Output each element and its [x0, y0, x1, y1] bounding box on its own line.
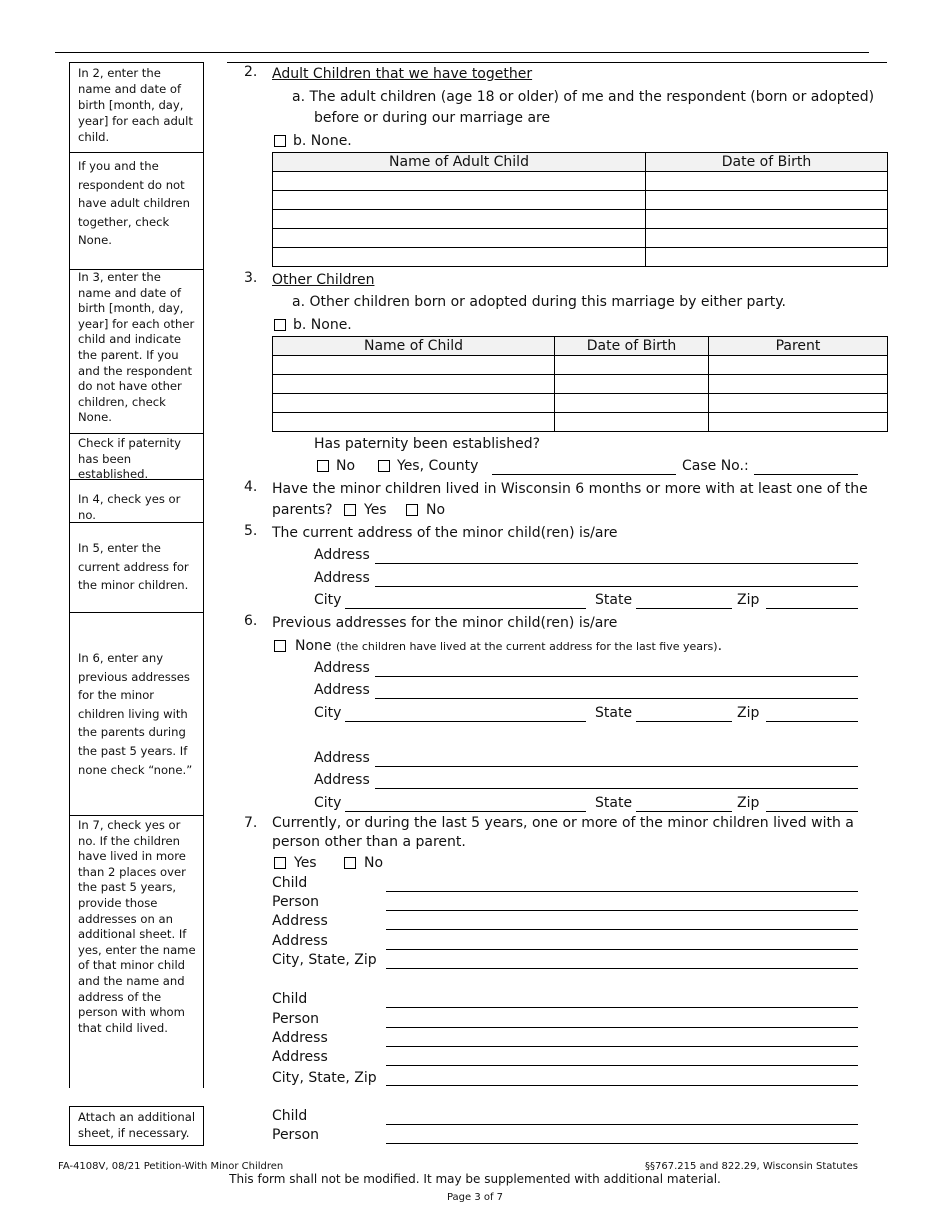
table-cell[interactable]: [646, 229, 888, 248]
other-person-yes-label: Yes: [294, 855, 317, 871]
address-field-2b[interactable]: [386, 1065, 858, 1066]
current-zip-field[interactable]: [766, 608, 858, 609]
prev-address-label-4: Address: [314, 772, 370, 788]
table-cell[interactable]: [555, 413, 709, 432]
prev-city-label-2: City: [314, 795, 342, 811]
prev-state-field-1[interactable]: [636, 721, 732, 722]
table-row: [273, 172, 888, 191]
top-rule: [55, 52, 869, 53]
child-field-3[interactable]: [386, 1124, 858, 1125]
instruction-4: In 4, check yes or no.: [70, 480, 203, 523]
address-label-2a: Address: [272, 1030, 328, 1046]
child-label-1: Child: [272, 875, 308, 891]
prev-city-field-2[interactable]: [345, 811, 586, 812]
child-name-header: Name of Child: [273, 337, 555, 356]
table-cell[interactable]: [709, 375, 888, 394]
table-row: [273, 229, 888, 248]
table-cell[interactable]: [273, 210, 646, 229]
table-cell[interactable]: [273, 229, 646, 248]
table-cell[interactable]: [646, 248, 888, 267]
prev-address-field-2[interactable]: [375, 698, 858, 699]
table-cell[interactable]: [273, 413, 555, 432]
person-field-1[interactable]: [386, 910, 858, 911]
child-dob-header: Date of Birth: [555, 337, 709, 356]
paternity-yes-label: Yes, County: [397, 458, 479, 474]
current-address-label-1: Address: [314, 547, 370, 563]
csz-label-1: City, State, Zip: [272, 952, 377, 968]
section-2-number: 2.: [244, 64, 258, 80]
current-zip-label: Zip: [737, 592, 760, 608]
address-label-2b: Address: [272, 1049, 328, 1065]
section-2-none-label: b. None.: [293, 133, 352, 149]
current-address-field-2[interactable]: [375, 586, 858, 587]
section-5-number: 5.: [244, 523, 258, 539]
paternity-yes-checkbox[interactable]: [378, 460, 390, 472]
section-6-number: 6.: [244, 613, 258, 629]
section-3-none-checkbox[interactable]: [274, 319, 286, 331]
top-rule-right: [227, 62, 887, 63]
address-label-1b: Address: [272, 933, 328, 949]
table-cell[interactable]: [646, 210, 888, 229]
page-number: Page 3 of 7: [446, 1192, 504, 1203]
wisconsin-no-label: No: [426, 502, 446, 518]
other-person-no-checkbox[interactable]: [344, 857, 356, 869]
previous-none-period: .: [717, 638, 723, 654]
adult-child-dob-header: Date of Birth: [646, 153, 888, 172]
previous-none-note: (the children have lived at the current address for the last five years): [335, 640, 718, 653]
instruction-2: In 2, enter the name and date of birth [month, day, year] for each adult child.: [70, 63, 203, 153]
footer-notice: This form shall not be modified. It may be supplemented with additional material.: [229, 1172, 721, 1186]
csz-field-1[interactable]: [386, 968, 858, 969]
table-row: [273, 394, 888, 413]
person-field-2[interactable]: [386, 1027, 858, 1028]
address-field-1b[interactable]: [386, 949, 858, 950]
table-cell[interactable]: [709, 394, 888, 413]
instruction-3: In 3, enter the name and date of birth [month, day, year] for each other child and indicate the parent. If you and the respondent do not have other children, check None.: [70, 270, 203, 434]
wisconsin-yes-label: Yes: [364, 502, 387, 518]
prev-city-field-1[interactable]: [345, 721, 586, 722]
table-cell[interactable]: [273, 172, 646, 191]
previous-none-label: [295, 638, 722, 654]
table-cell[interactable]: [555, 356, 709, 375]
prev-address-label-2: Address: [314, 682, 370, 698]
table-cell[interactable]: [555, 375, 709, 394]
child-label-2: Child: [272, 991, 308, 1007]
section-3-a: a. Other children born or adopted during this marriage by either party.: [292, 294, 786, 310]
person-field-3[interactable]: [386, 1143, 858, 1144]
instruction-column: [69, 62, 204, 1088]
other-children-table: [272, 336, 888, 432]
prev-zip-label-2: Zip: [737, 795, 760, 811]
table-cell[interactable]: [273, 248, 646, 267]
county-field[interactable]: [492, 474, 676, 475]
section-7-number: 7.: [244, 815, 258, 831]
child-field-2[interactable]: [386, 1007, 858, 1008]
person-label-3: Person: [272, 1127, 320, 1143]
section-6-title: Previous addresses for the minor child(ren) is/are: [272, 615, 618, 631]
section-7-line2: person other than a parent.: [272, 834, 466, 850]
current-address-field-1[interactable]: [375, 563, 858, 564]
prev-address-label-1: Address: [314, 660, 370, 676]
section-4-line2: parents?: [272, 502, 333, 518]
table-row: [273, 248, 888, 267]
current-address-label-2: Address: [314, 570, 370, 586]
table-cell[interactable]: [555, 394, 709, 413]
adult-child-name-header: Name of Adult Child: [273, 153, 646, 172]
section-5-title: The current address of the minor child(ren) is/are: [272, 525, 618, 541]
prev-city-label-1: City: [314, 705, 342, 721]
csz-field-2[interactable]: [386, 1085, 858, 1086]
table-cell[interactable]: [646, 191, 888, 210]
prev-address-field-4[interactable]: [375, 788, 858, 789]
instruction-attach: [69, 1106, 204, 1146]
child-parent-header: Parent: [709, 337, 888, 356]
section-4-line1: Have the minor children lived in Wisconsin 6 months or more with at least one of the: [272, 481, 868, 497]
csz-label-2: City, State, Zip: [272, 1070, 377, 1086]
current-city-field[interactable]: [345, 608, 586, 609]
instruction-paternity: Check if paternity has been established.: [70, 434, 203, 480]
table-row: [273, 375, 888, 394]
address-field-2a[interactable]: [386, 1046, 858, 1047]
section-2-none-checkbox[interactable]: [274, 135, 286, 147]
prev-state-field-2[interactable]: [636, 811, 732, 812]
prev-address-field-1[interactable]: [375, 676, 858, 677]
instruction-5: In 5, enter the current address for the minor children.: [70, 523, 203, 613]
other-person-yes-checkbox[interactable]: [274, 857, 286, 869]
child-label-3: Child: [272, 1108, 308, 1124]
instruction-6: In 6, enter any previous addresses for the minor children living with the parents during the past 5 years. If none check “none.”: [70, 613, 203, 816]
paternity-question: Has paternity been established?: [314, 436, 541, 452]
previous-none-checkbox[interactable]: [274, 640, 286, 652]
adult-children-table: [272, 152, 888, 267]
instruction-2-none: If you and the respondent do not have adult children together, check None.: [70, 153, 203, 270]
table-cell[interactable]: [273, 375, 555, 394]
table-cell[interactable]: [273, 356, 555, 375]
table-row: [273, 356, 888, 375]
section-3-title: Other Children: [272, 272, 375, 288]
section-2-title: Adult Children that we have together: [272, 66, 533, 82]
section-2-a2: before or during our marriage are: [314, 110, 551, 126]
instruction-7: In 7, check yes or no. If the children have lived in more than 2 places over the past 5 years, provide those addresses on an additional sheet. If yes, enter the name of that minor child and the name and address of the person with whom that child lived.: [78, 818, 196, 1035]
child-field-1[interactable]: [386, 891, 858, 892]
address-field-1a[interactable]: [386, 929, 858, 930]
previous-none-word: None: [295, 638, 332, 654]
paternity-no-checkbox[interactable]: [317, 460, 329, 472]
person-label-1: Person: [272, 894, 320, 910]
current-state-field[interactable]: [636, 608, 732, 609]
table-cell[interactable]: [709, 356, 888, 375]
prev-address-field-3[interactable]: [375, 766, 858, 767]
prev-zip-field-2[interactable]: [766, 811, 858, 812]
prev-state-label-2: State: [595, 795, 633, 811]
other-person-no-label: No: [364, 855, 384, 871]
prev-address-label-3: Address: [314, 750, 370, 766]
current-city-label: City: [314, 592, 342, 608]
form-id: FA-4108V, 08/21 Petition-With Minor Children: [58, 1161, 284, 1172]
paternity-no-label: No: [336, 458, 356, 474]
section-3-none-label: b. None.: [293, 317, 352, 333]
wisconsin-yes-checkbox[interactable]: [344, 504, 356, 516]
section-4-number: 4.: [244, 479, 258, 495]
current-state-label: State: [595, 592, 633, 608]
table-cell[interactable]: [273, 191, 646, 210]
instruction-attach-text: Attach an additional sheet, if necessary.: [78, 1110, 196, 1140]
table-row: [273, 210, 888, 229]
prev-state-label-1: State: [595, 705, 633, 721]
case-no-field[interactable]: [754, 474, 858, 475]
table-row: [273, 191, 888, 210]
person-label-2: Person: [272, 1011, 320, 1027]
table-row: [273, 413, 888, 432]
table-cell[interactable]: [646, 172, 888, 191]
case-no-label: Case No.:: [682, 458, 749, 474]
section-3-number: 3.: [244, 270, 258, 286]
address-label-1a: Address: [272, 913, 328, 929]
section-2-a: a. The adult children (age 18 or older) of me and the respondent (born or adopted): [292, 89, 875, 105]
table-cell[interactable]: [709, 413, 888, 432]
table-cell[interactable]: [273, 394, 555, 413]
prev-zip-field-1[interactable]: [766, 721, 858, 722]
prev-zip-label-1: Zip: [737, 705, 760, 721]
wisconsin-no-checkbox[interactable]: [406, 504, 418, 516]
statutes: §§767.215 and 822.29, Wisconsin Statutes: [645, 1161, 858, 1172]
section-7-line1: Currently, or during the last 5 years, one or more of the minor children lived with a: [272, 815, 854, 831]
